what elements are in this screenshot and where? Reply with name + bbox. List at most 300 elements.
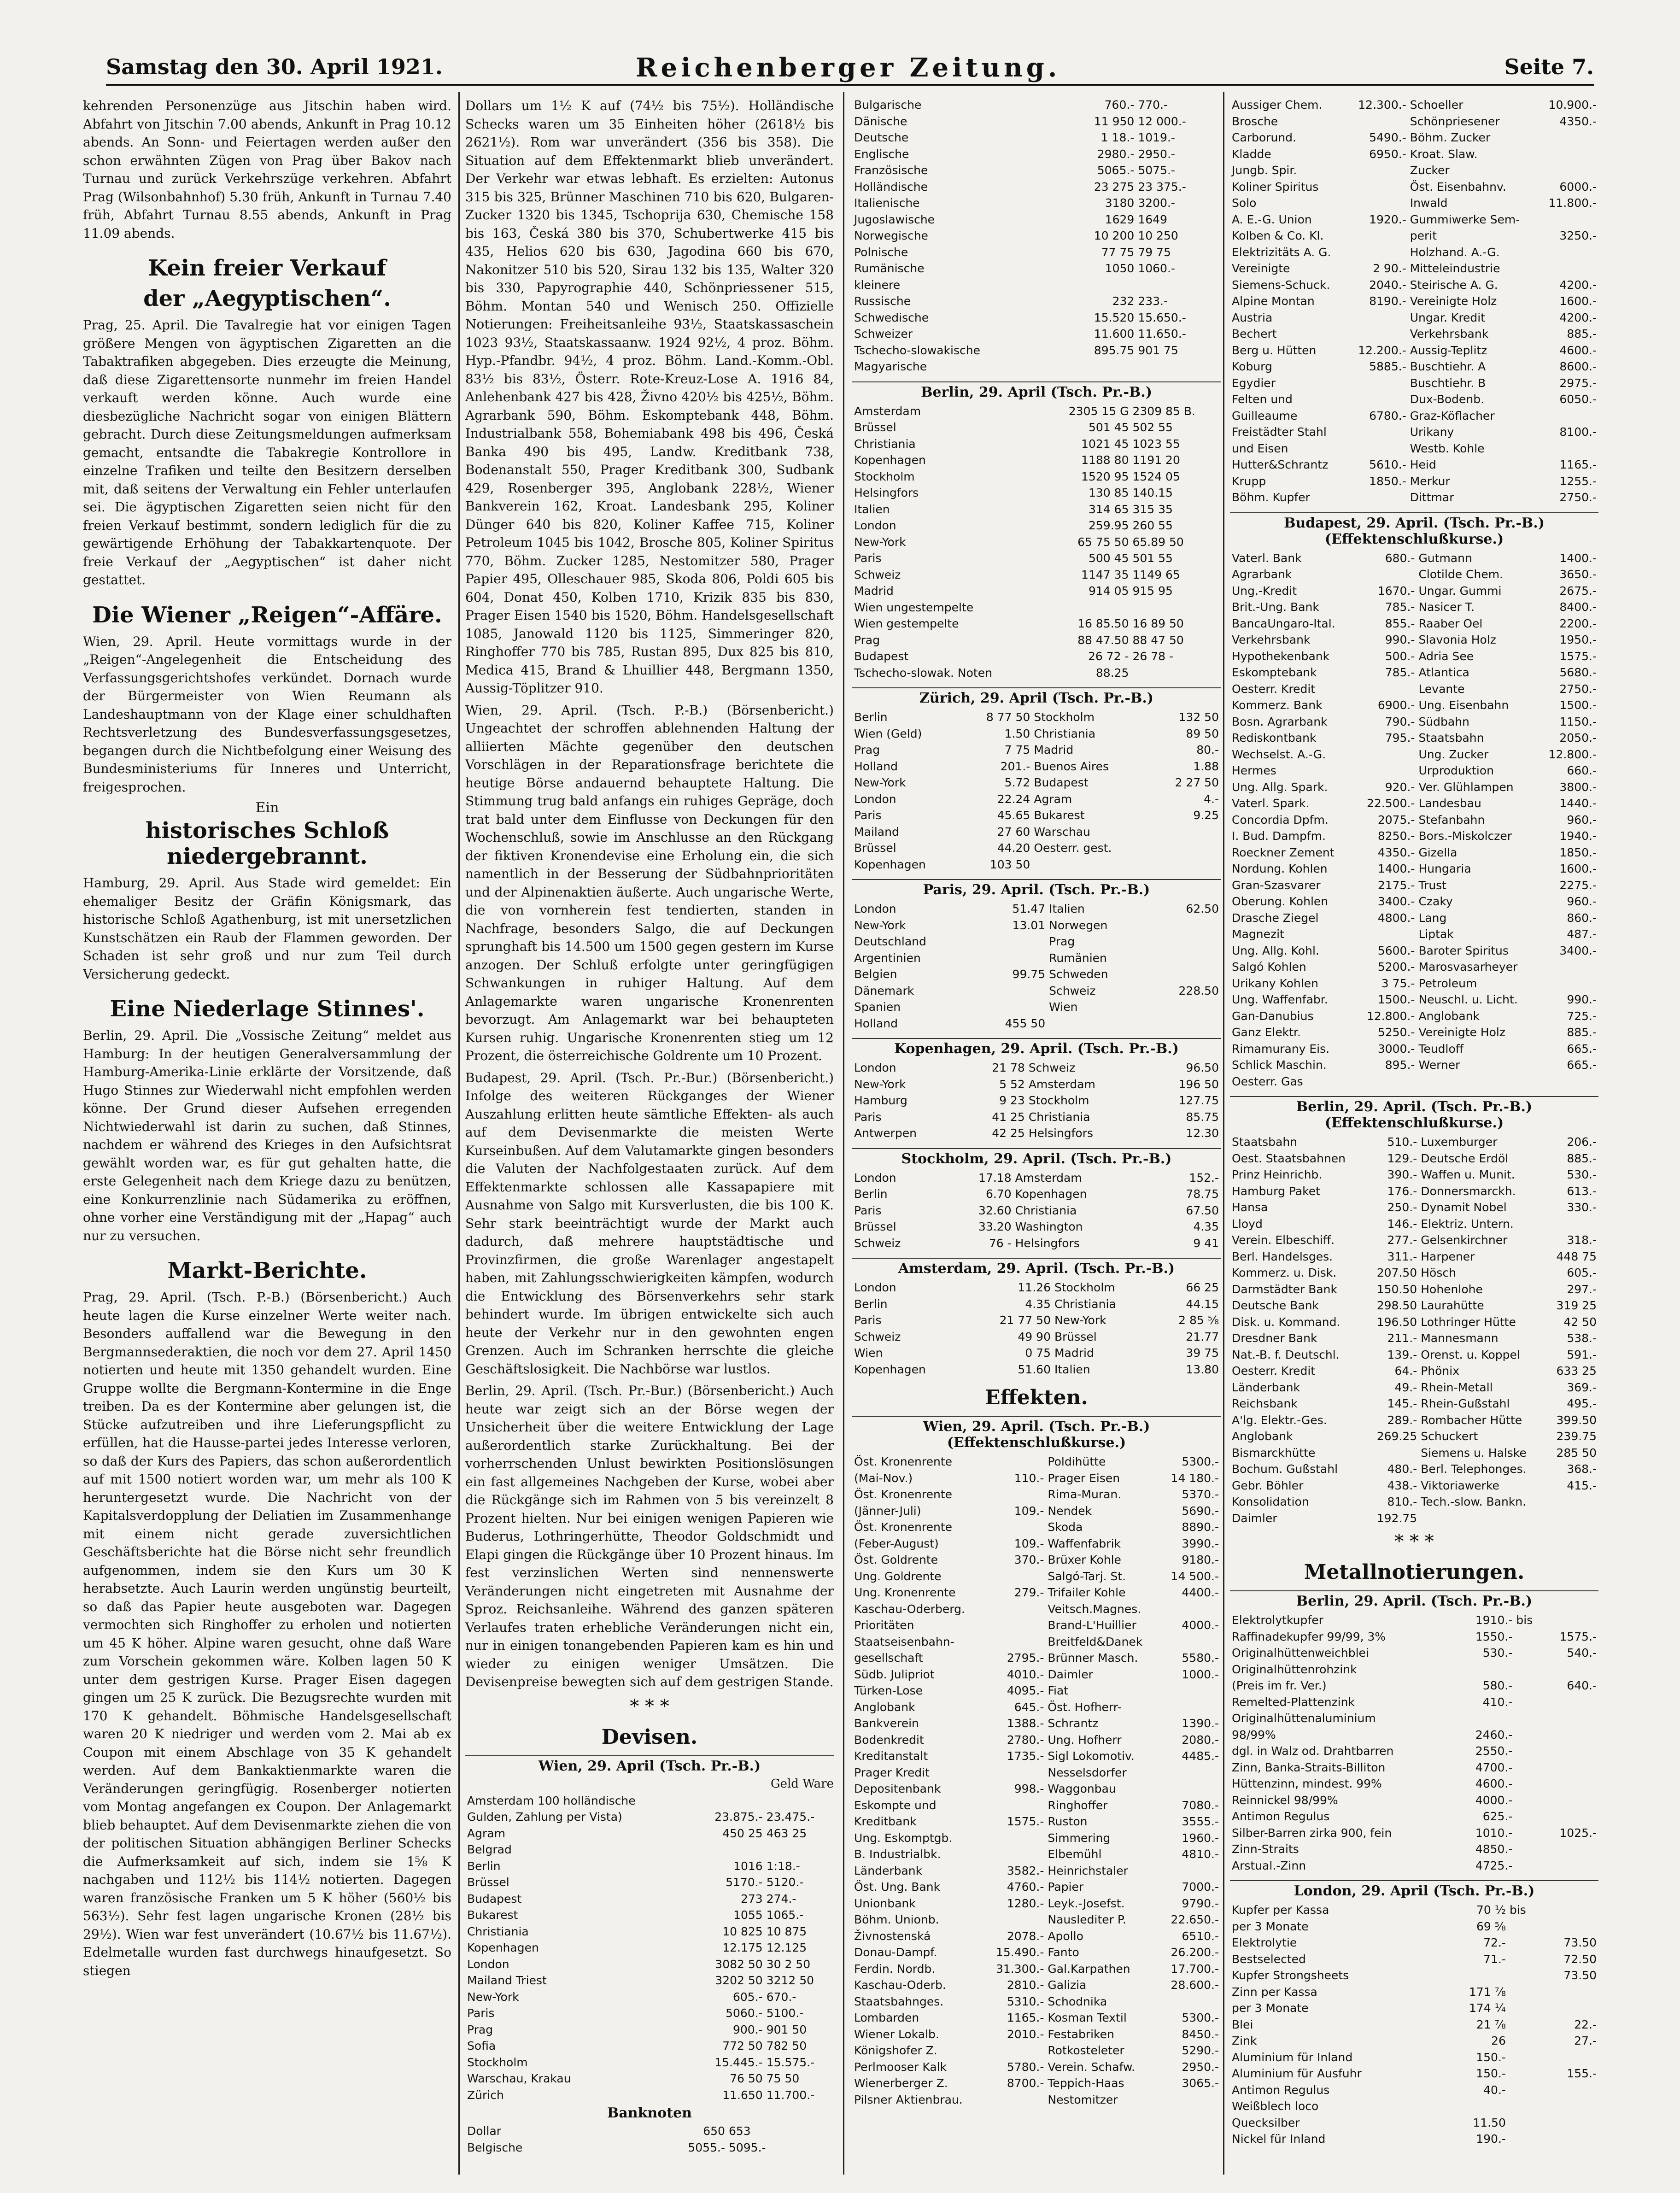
quote-value: 885.- (1567, 1151, 1597, 1165)
security-name: 12 000.- (1138, 114, 1186, 128)
security-name: Helsingfors (1028, 1126, 1094, 1140)
table-row (1230, 1008, 1598, 1025)
quote-value (1538, 959, 1598, 975)
quote-value: 4000.- (1182, 1618, 1219, 1632)
quote-value: 49 90 (1018, 1330, 1051, 1343)
quote-value: 88.25 (1095, 666, 1129, 680)
quote-value: 26 (1491, 2034, 1506, 2047)
security-name: Carborund. (1232, 131, 1297, 144)
quote-value (1160, 1781, 1221, 1797)
security-name: Sigl Lokomotiv. (1048, 1749, 1135, 1763)
table-row (852, 840, 1221, 856)
table-row (852, 726, 1221, 742)
table-row (1230, 440, 1598, 457)
quote-value: 1165.- (1559, 458, 1597, 471)
quote-value (1538, 1073, 1598, 1090)
quote-value: 64.- (1394, 1364, 1417, 1378)
table-row (852, 550, 1221, 567)
security-name: Krupp (1232, 474, 1266, 488)
table-row (852, 1519, 1221, 1536)
quote-value: 12.30 (1186, 1126, 1219, 1140)
table-row (852, 1666, 1221, 1683)
table-row (852, 469, 1221, 485)
quote-value: 32.60 (978, 1203, 1012, 1217)
table-row (1230, 1841, 1598, 1858)
table-row (852, 534, 1221, 551)
table-row (1230, 2065, 1598, 2082)
security-name: Hamburg (854, 1094, 907, 1107)
security-name: Öst. Kronenrente (854, 1455, 953, 1468)
quote-value: 10.900.- (1548, 98, 1597, 111)
security-name: Helsingfors (854, 486, 919, 499)
quote-value: 15.520 (1094, 311, 1135, 324)
security-name: Hüttenzinn, mindest. 99% (1232, 1777, 1382, 1790)
security-name: Christiania (1054, 1297, 1116, 1311)
quote-value: 5780.- (1007, 2060, 1044, 2074)
table-row (465, 1956, 834, 1973)
security-name: Wien (1049, 1000, 1078, 1014)
quote-value (986, 1634, 1046, 1650)
quote-value: 13.01 (1012, 918, 1046, 932)
table-row (852, 1765, 1221, 1781)
table-heading: Budapest, 29. April. (Tsch. Pr.-B.) (Effektenschlußkurse.) (1230, 512, 1598, 547)
table-row (852, 97, 1221, 113)
column-divider (1223, 92, 1224, 2175)
security-name: Landesbau (1418, 797, 1481, 810)
table-row (1230, 1984, 1598, 2000)
security-name: Kopenhagen (467, 1941, 539, 1954)
quote-value: 990.- (1385, 633, 1415, 646)
security-name: Spanien (854, 1000, 901, 1014)
security-name (1514, 1661, 1542, 1678)
security-name: Italien (854, 502, 890, 516)
quote-value: 5610.- (1369, 458, 1406, 471)
security-name: 1649 (1138, 212, 1167, 226)
quote-value (1348, 489, 1408, 506)
quote-value: 480.- (1387, 1462, 1417, 1476)
quote-value: 103 50 (989, 857, 1030, 871)
table-row (1230, 244, 1598, 261)
table-row (1230, 1330, 1598, 1347)
security-name (1514, 1841, 1542, 1858)
table-row (852, 1536, 1221, 1552)
security-name: Anglobank (1418, 1009, 1480, 1023)
security-name: 79 75 (1138, 245, 1171, 259)
security-name: Staatsbahnges. (854, 1994, 944, 2008)
security-name: Hypothekenbank (1232, 649, 1330, 663)
quote-value: 6.70 (985, 1187, 1012, 1201)
security-name: Wien (854, 1346, 883, 1360)
security-name: Argentinien (854, 951, 921, 965)
table-row (1230, 1024, 1598, 1041)
quote-value (1542, 1727, 1598, 1743)
table-row (852, 277, 1221, 293)
quote-value: 438.- (1387, 1478, 1417, 1492)
table-row (852, 2059, 1221, 2076)
quote-value: 795.- (1385, 731, 1415, 745)
quote-value: 174 ¼ (1469, 2001, 1506, 2015)
table-row (1230, 975, 1598, 992)
quote-value: 3800.- (1559, 780, 1597, 794)
security-name (1508, 2017, 1540, 2033)
table-row (1230, 1808, 1598, 1825)
security-name: Norwegen (1049, 918, 1108, 932)
security-name: Trifailer Kohle (1048, 1586, 1126, 1599)
security-name: Quecksilber (1232, 2116, 1300, 2129)
table-row (852, 665, 1221, 681)
quote-value: 4.- (1204, 792, 1219, 806)
quote-value: 314 65 (1089, 502, 1129, 516)
security-name (1130, 599, 1221, 616)
quote-value: 145.- (1387, 1397, 1417, 1410)
table-row (852, 1879, 1221, 1895)
table-row (1230, 746, 1598, 763)
quote-value: 9790.- (1182, 1896, 1219, 1910)
security-name: Silber-Barren zirka 900, fein (1232, 1826, 1392, 1840)
quote-value: 15.490.- (995, 1946, 1044, 1959)
quote-value: 33.20 (978, 1220, 1012, 1233)
security-name: Zinn, Banka-Straits-Billiton (1232, 1760, 1386, 1774)
quote-value (1348, 179, 1408, 195)
quote-value: 1280.- (1007, 1896, 1044, 1910)
quote-value (1542, 1776, 1598, 1792)
quote-value: 370.- (1014, 1553, 1044, 1566)
security-name: Czaky (1418, 895, 1453, 908)
security-name: Wien ungestempelte (854, 600, 974, 614)
quote-value: 228.50 (1178, 984, 1219, 997)
table-row (852, 616, 1221, 632)
table-row (1230, 714, 1598, 730)
quote-table (465, 1793, 834, 2104)
security-name: Originalhüttenweichblei (1232, 1646, 1369, 1659)
quote-value: 150.50 (1376, 1282, 1417, 1296)
security-name: Galizia (1048, 1978, 1087, 1992)
quote-value: 150.- (1476, 2050, 1506, 2064)
security-name: Magyarische (854, 360, 927, 373)
table-row (1230, 293, 1598, 310)
table-row (852, 791, 1221, 808)
quote-value: 13.80 (1186, 1362, 1219, 1376)
quote-value: 5600.- (1377, 944, 1415, 957)
security-name (1417, 1073, 1537, 1090)
security-name: Hansa (1232, 1201, 1268, 1214)
table-row (1230, 1694, 1598, 1711)
security-name: Remelted-Plattenzink (1232, 1695, 1355, 1709)
quote-value: 150.- (1476, 2067, 1506, 2080)
security-name: Gutmann (1418, 551, 1472, 565)
security-name: Paris (854, 1313, 882, 1327)
table-row (852, 1699, 1221, 1716)
quote-value (1540, 2049, 1598, 2066)
security-name: Stockholm (1028, 1094, 1089, 1107)
quote-value (1151, 856, 1221, 873)
table-row (465, 1825, 834, 1842)
security-name: Belgische (467, 2140, 523, 2154)
security-name: Nordung. Kohlen (1232, 862, 1328, 875)
table-row (1230, 179, 1598, 195)
security-name: London (854, 902, 896, 915)
quote-value: 44.15 (1186, 1297, 1219, 1311)
security-name: (Jänner-Juli) (854, 1504, 921, 1518)
security-name: Zinn per Kassa (1232, 1985, 1317, 1999)
quote-value (1064, 358, 1136, 375)
table-row (1230, 1967, 1598, 1984)
security-name: Wien gestempelte (854, 617, 959, 630)
quote-value: 31.300.- (995, 1962, 1044, 1976)
quote-value: 2200.- (1559, 616, 1597, 630)
quote-value: 26 72 - (1088, 650, 1129, 663)
quote-value (1443, 2098, 1508, 2115)
security-name (1514, 1645, 1542, 1661)
quote-value (1542, 1792, 1598, 1809)
security-name: 88 47 50 (1132, 633, 1184, 647)
quote-value: 855.- (1385, 616, 1415, 630)
security-name: New-York (854, 776, 906, 789)
security-name: London (854, 519, 896, 532)
security-name: Elbemühl (1048, 1847, 1102, 1861)
security-name: Nestomitzer (1048, 2093, 1118, 2106)
table-row (1230, 877, 1598, 894)
quote-value: 2810.- (1007, 1978, 1044, 1992)
table-row (1230, 1661, 1598, 1678)
quote-value: 22.650.- (1171, 1913, 1219, 1926)
security-name: 1524 05 (1132, 469, 1180, 483)
security-name: Kroat. Slaw. (1410, 147, 1478, 161)
article-pretitle: Ein (255, 800, 279, 816)
table-heading: Wien, 29. April. (Tsch. Pr.-B.) (Effektenschlußkurse.) (852, 1416, 1221, 1451)
quote-value: 1600.- (1559, 294, 1597, 308)
table-row (1230, 2000, 1598, 2017)
security-name: Prinz Heinrichb. (1232, 1168, 1323, 1181)
table-row (852, 1797, 1221, 1814)
table-row (852, 1928, 1221, 1945)
table-heading: Stockholm, 29. April. (Tsch. Pr.-B.) (852, 1148, 1221, 1167)
quote-value: 22.- (1574, 2017, 1597, 2031)
quote-value: 76 50 (730, 2072, 763, 2085)
table-row (1230, 616, 1598, 632)
quote-value (1539, 211, 1598, 228)
article-title: historisches Schloß niedergebrannt. (145, 818, 389, 869)
security-name: Schoeller (1410, 98, 1463, 111)
table-row (1230, 97, 1598, 113)
table-row (852, 113, 1221, 130)
table-row (852, 1125, 1221, 1142)
security-name (1508, 1918, 1540, 1935)
table-row (1230, 1297, 1598, 1314)
security-name: Blei (1232, 2017, 1253, 2031)
security-name: Kopenhagen (1015, 1187, 1087, 1201)
table-row (1230, 2033, 1598, 2049)
table-row (465, 1989, 834, 2005)
security-name: Teppich-Haas (1048, 2076, 1124, 2090)
quote-value (1149, 999, 1221, 1015)
table-row (852, 146, 1221, 163)
quote-value: 2 85 ⅝ (1178, 1313, 1219, 1327)
security-name: Ung. Waffenfabr. (1232, 993, 1328, 1006)
security-name: 233.- (1138, 294, 1168, 308)
quote-value: 510.- (1387, 1135, 1417, 1149)
security-name: Vereinigte Holz (1410, 294, 1497, 308)
security-name: Gebr. Böhler (1232, 1478, 1304, 1492)
security-name: Jugoslawische (854, 212, 935, 226)
security-name: Staatsbahn (1418, 731, 1484, 745)
quote-value: 127.75 (1178, 1094, 1219, 1107)
quote-value: 1165.- (1007, 2011, 1044, 2024)
quote-value (1542, 1841, 1598, 1858)
quote-table (1230, 97, 1598, 506)
security-name: Öst. Kronenrente (854, 1520, 953, 1534)
quote-value: 139.- (1387, 1348, 1417, 1361)
table-row (1230, 162, 1598, 179)
security-name: Rotkosteleter (1048, 2044, 1124, 2057)
quote-value: 2075.- (1377, 813, 1415, 827)
quote-value (1356, 681, 1417, 698)
quote-value (986, 1617, 1046, 1634)
newspaper-title: Reichenberger Zeitung. (636, 53, 1061, 83)
table-row (1230, 391, 1598, 408)
quote-value: 21 ⅞ (1476, 2017, 1506, 2031)
security-name: Öst. Eisenbahnv. (1410, 180, 1506, 194)
quote-value: 665.- (1567, 1058, 1597, 1072)
quote-value: 42 25 (992, 1126, 1025, 1140)
quote-value (986, 2092, 1046, 2108)
quote-value: 190.- (1476, 2132, 1506, 2146)
security-name: Mitteleindustrie (1410, 262, 1500, 275)
quote-value: 109.- (1014, 1536, 1044, 1550)
security-name: Schrantz (1048, 1717, 1099, 1730)
table-row (852, 933, 1221, 950)
table-row (852, 1312, 1221, 1329)
quote-value (1348, 162, 1408, 179)
table-row (852, 1092, 1221, 1109)
security-name: Schweiz (1049, 984, 1096, 997)
security-name: Zink (1232, 2034, 1257, 2047)
security-name: Hungaria (1418, 862, 1471, 875)
security-name: 30 2 50 (766, 1957, 811, 1971)
security-name: Salgó Kohlen (1232, 960, 1306, 973)
security-name (1508, 2000, 1540, 2017)
quote-value: 8890.- (1182, 1520, 1219, 1534)
quote-value: 1255.- (1559, 474, 1597, 488)
security-name: Liptak (1418, 927, 1454, 941)
quote-value: 725.- (1567, 1009, 1597, 1023)
table-row (852, 1584, 1221, 1601)
quote-value (986, 1486, 1046, 1503)
quote-value: 8100.- (1559, 425, 1597, 439)
quote-value: 895.- (1385, 1058, 1415, 1072)
quote-value (1160, 1634, 1221, 1650)
security-name: Berlin (854, 710, 888, 724)
security-name: Paris (854, 551, 882, 565)
table-row (852, 1830, 1221, 1847)
security-name: Öst. Goldrente (854, 1553, 938, 1566)
security-name: Oesterr. gest. (1034, 841, 1112, 855)
quote-value: 4.35 (1193, 1220, 1219, 1233)
security-name: Stefanbahn (1418, 813, 1485, 827)
security-name: Weißblech loco (1232, 2099, 1319, 2113)
table-row (1230, 1710, 1598, 1727)
table-row (1230, 146, 1598, 163)
security-name: Siemens u. Halske (1421, 1446, 1527, 1460)
quote-value (1149, 966, 1221, 983)
security-name: Kaschau-Oderberg. (854, 1602, 965, 1616)
security-name: 653 (728, 2124, 751, 2138)
security-name: Holzhand. A.-G. (1410, 245, 1500, 259)
quote-value: 5300.- (1182, 1455, 1219, 1468)
quote-value: 1388.- (1007, 1717, 1044, 1730)
table-row (1230, 991, 1598, 1008)
security-name: Kopenhagen (854, 857, 926, 871)
security-name: Zucker (1410, 164, 1450, 177)
quote-value (1539, 162, 1598, 179)
table-row (1230, 664, 1598, 681)
quote-value: 4095.- (1007, 1684, 1044, 1697)
table-row (852, 983, 1221, 999)
security-name (1514, 1858, 1542, 1874)
table-row (1230, 599, 1598, 616)
table-row (465, 2005, 834, 2022)
quote-value: 311.- (1387, 1249, 1417, 1263)
quote-value: 289.- (1387, 1413, 1417, 1427)
table-row (852, 452, 1221, 469)
quote-value: 1.88 (1193, 759, 1219, 773)
security-name: Disk. u. Kommand. (1232, 1315, 1340, 1329)
table-row (1230, 648, 1598, 665)
security-name: Levante (1418, 682, 1465, 696)
security-name (1508, 2082, 1540, 2099)
article-body: Hamburg, 29. April. Aus Stade wird gemeldet: Ein ehemaliger Besitz der Gräfin Königsmark, das historische Schloß Agathenburg, ist mit unersetzlichen Kunstschätzen ein Raub der Flammen geworden. Der Schaden ist sehr groß und nur zum Teil durch Versicherung gedeckt. (83, 875, 451, 982)
quote-value: 17.700.- (1171, 1962, 1219, 1976)
quote-value: 77 75 (1101, 245, 1135, 259)
table-row (465, 1972, 834, 1989)
security-name: Polnische (854, 245, 908, 259)
quote-value: 96.50 (1186, 1061, 1219, 1074)
security-name: Öst. Ung. Bank (854, 1880, 941, 1894)
quote-table (852, 97, 1221, 375)
quote-value (986, 1830, 1046, 1847)
quote-value (1356, 762, 1417, 779)
table-row (852, 358, 1221, 375)
quote-value (1542, 1743, 1598, 1759)
table-row (852, 901, 1221, 917)
security-name: Zürich (467, 2088, 504, 2102)
security-name: Živnostenská (854, 1929, 931, 1943)
security-name: Donau-Dampf. (854, 1946, 937, 1959)
quote-value: 1016 (733, 1859, 763, 1873)
table-row (1230, 129, 1598, 146)
quote-value: 5885.- (1369, 360, 1406, 373)
security-name: Prag (854, 633, 880, 647)
table-row (852, 648, 1221, 665)
quote-value: 4850.- (1475, 1842, 1513, 1856)
quote-value: 5290.- (1182, 2044, 1219, 2057)
security-name: Rhein-Gußstahl (1421, 1397, 1510, 1410)
table-row (852, 403, 1221, 420)
quote-value: 3990.- (1182, 1536, 1219, 1550)
quote-value: 5690.- (1182, 1504, 1219, 1518)
table-row (1230, 861, 1598, 877)
quote-value: 1735.- (1007, 1749, 1044, 1763)
quote-value (1540, 2115, 1598, 2131)
security-name: Tschecho-slowak. Noten (854, 666, 992, 680)
table-row (1230, 1379, 1598, 1396)
security-name: 1149 65 (1132, 568, 1180, 581)
security-name: Ung. Eisenbahn (1418, 698, 1509, 712)
quote-value: 9180.- (1182, 1553, 1219, 1566)
table-row (465, 2038, 834, 2054)
security-name: Graz-Köflacher (1410, 409, 1495, 422)
table-row (465, 1923, 834, 1940)
